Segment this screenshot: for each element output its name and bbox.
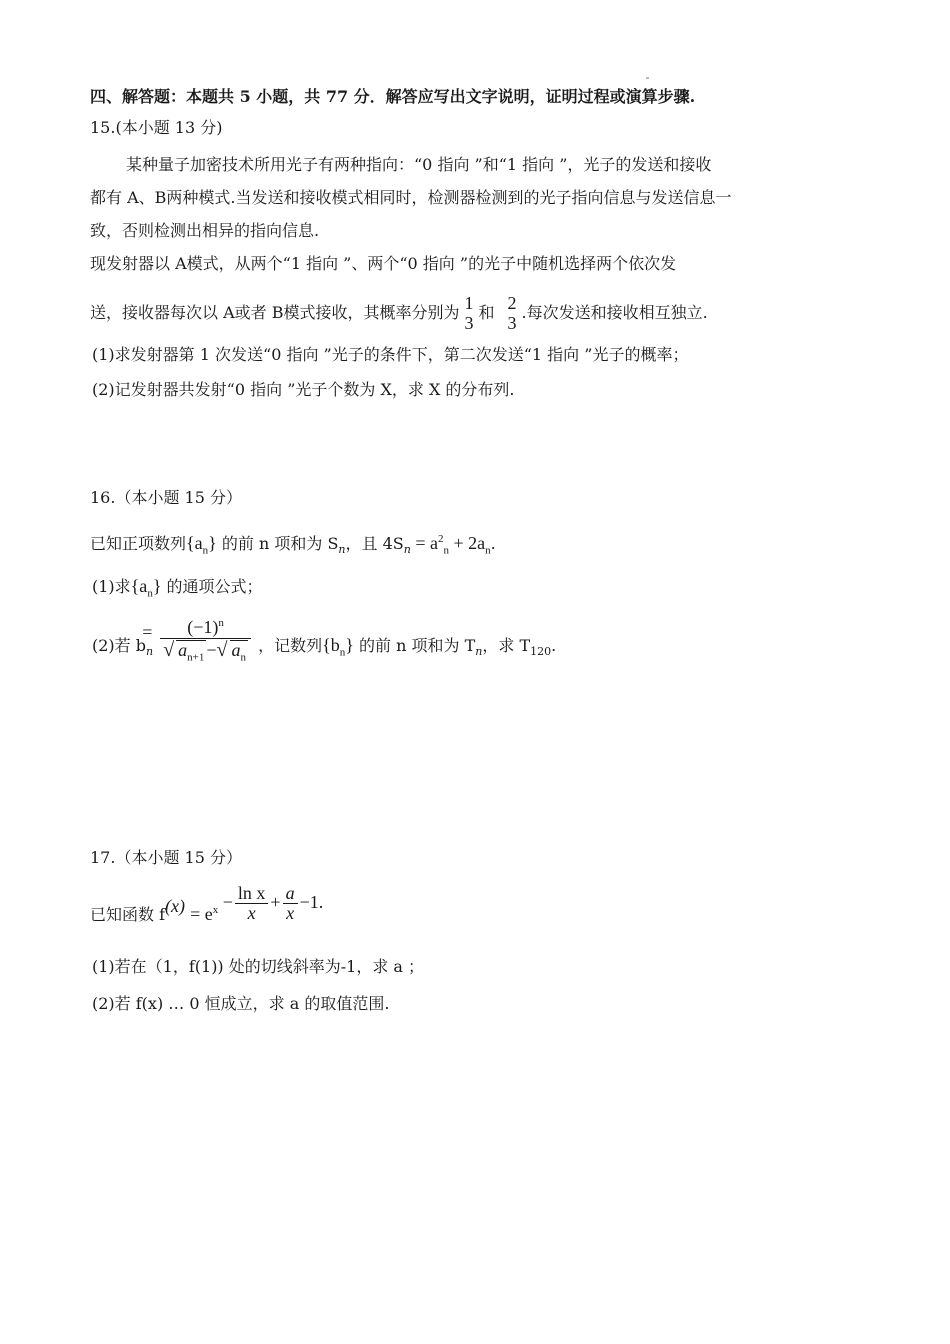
sub2-seq-open: {b bbox=[322, 635, 340, 655]
bn-equals: = bbox=[142, 622, 153, 643]
den-minus: − bbox=[206, 640, 217, 661]
eq-sub: n bbox=[443, 544, 449, 557]
q16-sub2-text-a: (2)若 b bbox=[92, 636, 146, 655]
sub1-seq-open: {a bbox=[130, 576, 148, 596]
q16-sub1-sequence bbox=[130, 576, 162, 600]
bn-num-text: (−1) bbox=[187, 617, 219, 638]
den-a: a bbox=[178, 640, 188, 661]
frac1-numerator: 1 bbox=[464, 292, 474, 313]
q16-sub2-text-d: ，求 T bbox=[482, 636, 531, 655]
q16-title: 16.（本小题 15 分） bbox=[90, 488, 242, 507]
q16-sub2-text-b: ，记数列 bbox=[258, 636, 323, 655]
frac2-denominator: 3 bbox=[507, 312, 517, 333]
q17-title: 17.（本小题 15 分） bbox=[90, 848, 242, 867]
bn-denominator: √ $a_{n+1}$ −√ $a_n$ bbox=[163, 639, 247, 664]
sn-sub: n bbox=[338, 543, 346, 557]
q15-p2-text-b: 和 bbox=[478, 303, 495, 322]
sub1-seq-sub: n bbox=[147, 587, 153, 600]
q15-paragraph1-line3: 致，否则检测出相异的指向信息. bbox=[90, 221, 320, 240]
den-a-sub: n+1 bbox=[187, 651, 205, 664]
q16-stem-text-b: 的前 n 项和为 S bbox=[221, 534, 339, 553]
q16-sub1-text-a: (1)求 bbox=[92, 577, 131, 596]
q16-stem-text-c: ，且 4S bbox=[345, 534, 404, 553]
q16-subquestion-1 bbox=[92, 575, 263, 605]
q17-eq-sup: x bbox=[212, 904, 219, 916]
frac2-numerator: 2 bbox=[507, 292, 517, 313]
seq-a-sub: n bbox=[202, 544, 209, 557]
eq-tail: + 2a bbox=[448, 533, 486, 553]
q15-paragraph2-line2 bbox=[90, 288, 708, 338]
q15-p2-text-a: 送，接收器每次以 A或者 B模式接收，其概率分别为 bbox=[90, 303, 460, 322]
bn-sub: n bbox=[146, 645, 154, 659]
q15-paragraph2-line1: 现发射器以 A模式，从两个“1 指向 ”、两个“0 指向 ”的光子中随机选择两个依次发 bbox=[90, 254, 677, 273]
q17-stem bbox=[90, 882, 324, 940]
sqrt-a-n bbox=[230, 640, 249, 664]
eq-tail-sub: n bbox=[485, 544, 491, 557]
q17-frac2-num: a bbox=[283, 884, 298, 905]
q17-frac-lnx bbox=[235, 884, 269, 925]
q16-stem bbox=[90, 528, 496, 562]
eq-sup: 2 bbox=[437, 533, 444, 545]
t120-sub: 120 bbox=[530, 645, 552, 659]
q16-equation bbox=[410, 533, 491, 557]
q17-subquestion-1: (1)若在（1，f(1)) 处的切线斜率为-1，求 a ； bbox=[92, 957, 425, 976]
den-b: a bbox=[231, 640, 241, 661]
sub1-seq-close: } bbox=[152, 576, 162, 596]
q16-subquestion-2 bbox=[92, 615, 556, 683]
tn-sub: n bbox=[475, 645, 483, 659]
fraction-two-thirds bbox=[505, 294, 520, 334]
q16-sub1-text-b: 的通项公式； bbox=[166, 577, 263, 596]
fraction-one-third bbox=[462, 294, 477, 334]
q17-plus: + bbox=[270, 892, 281, 912]
q15-p2-text-c: .每次发送和接收相互独立. bbox=[521, 303, 708, 322]
q16-bn-fraction bbox=[142, 617, 251, 664]
q17-subquestion-2: (2)若 f(x) … 0 恒成立，求 a 的取值范围. bbox=[92, 994, 390, 1013]
q17-rhs bbox=[222, 882, 324, 924]
seq-a-close: } bbox=[208, 533, 217, 553]
scan-mark bbox=[646, 77, 649, 79]
sub2-seq-close: } bbox=[345, 635, 354, 655]
q15-subquestion-2: (2)记发射器共发射“0 指向 ”光子个数为 X，求 X 的分布列. bbox=[92, 380, 515, 399]
q17-tail: −1. bbox=[299, 892, 324, 912]
q16-sub2-sequence bbox=[322, 635, 354, 659]
q17-arg: (x) bbox=[165, 896, 185, 916]
q17-minus: − bbox=[222, 892, 233, 912]
q17-frac1-den: x bbox=[247, 903, 256, 924]
q17-equation bbox=[190, 882, 324, 924]
bn-num-sup: n bbox=[218, 617, 224, 630]
q16-sequence-a bbox=[186, 533, 217, 557]
sn-sub-2: n bbox=[403, 543, 411, 557]
q17-eq-e: = e bbox=[190, 904, 213, 924]
bn-numerator bbox=[142, 617, 251, 643]
stem-end: . bbox=[490, 534, 496, 553]
q16-sub2-end: . bbox=[551, 636, 557, 655]
sqrt-a-n1 bbox=[176, 640, 206, 664]
q17-stem-text: 已知函数 f bbox=[90, 905, 166, 924]
q16-sub2-text-c: 的前 n 项和为 T bbox=[359, 636, 476, 655]
q17-frac1-num: ln x bbox=[235, 884, 269, 905]
q17-frac-a bbox=[283, 884, 298, 925]
frac1-denominator: 3 bbox=[464, 312, 474, 333]
q17-frac2-den: x bbox=[286, 903, 295, 924]
q15-paragraph1-line1: 某种量子加密技术所用光子有两种指向：“0 指向 ”和“1 指向 ”，光子的发送和接收 bbox=[126, 155, 712, 174]
q15-title: 15.(本小题 13 分) bbox=[90, 118, 223, 137]
seq-a-open: {a bbox=[186, 533, 203, 553]
eq-a: = a bbox=[410, 533, 438, 553]
q15-paragraph1-line2: 都有 A、B两种模式.当发送和接收模式相同时，检测器检测到的光子指向信息与发送信息一 bbox=[90, 188, 732, 207]
q15-subquestion-1: (1)求发射器第 1 次发送“0 指向 ”光子的条件下，第二次发送“1 指向 ”光子的概率； bbox=[92, 345, 689, 364]
section-header: 四、解答题：本题共 5 小题，共 77 分．解答应写出文字说明，证明过程或演算步骤. bbox=[90, 87, 696, 106]
sub2-seq-sub: n bbox=[339, 646, 346, 659]
den-b-sub: n bbox=[240, 651, 247, 664]
q16-stem-text-a: 已知正项数列 bbox=[90, 534, 187, 553]
